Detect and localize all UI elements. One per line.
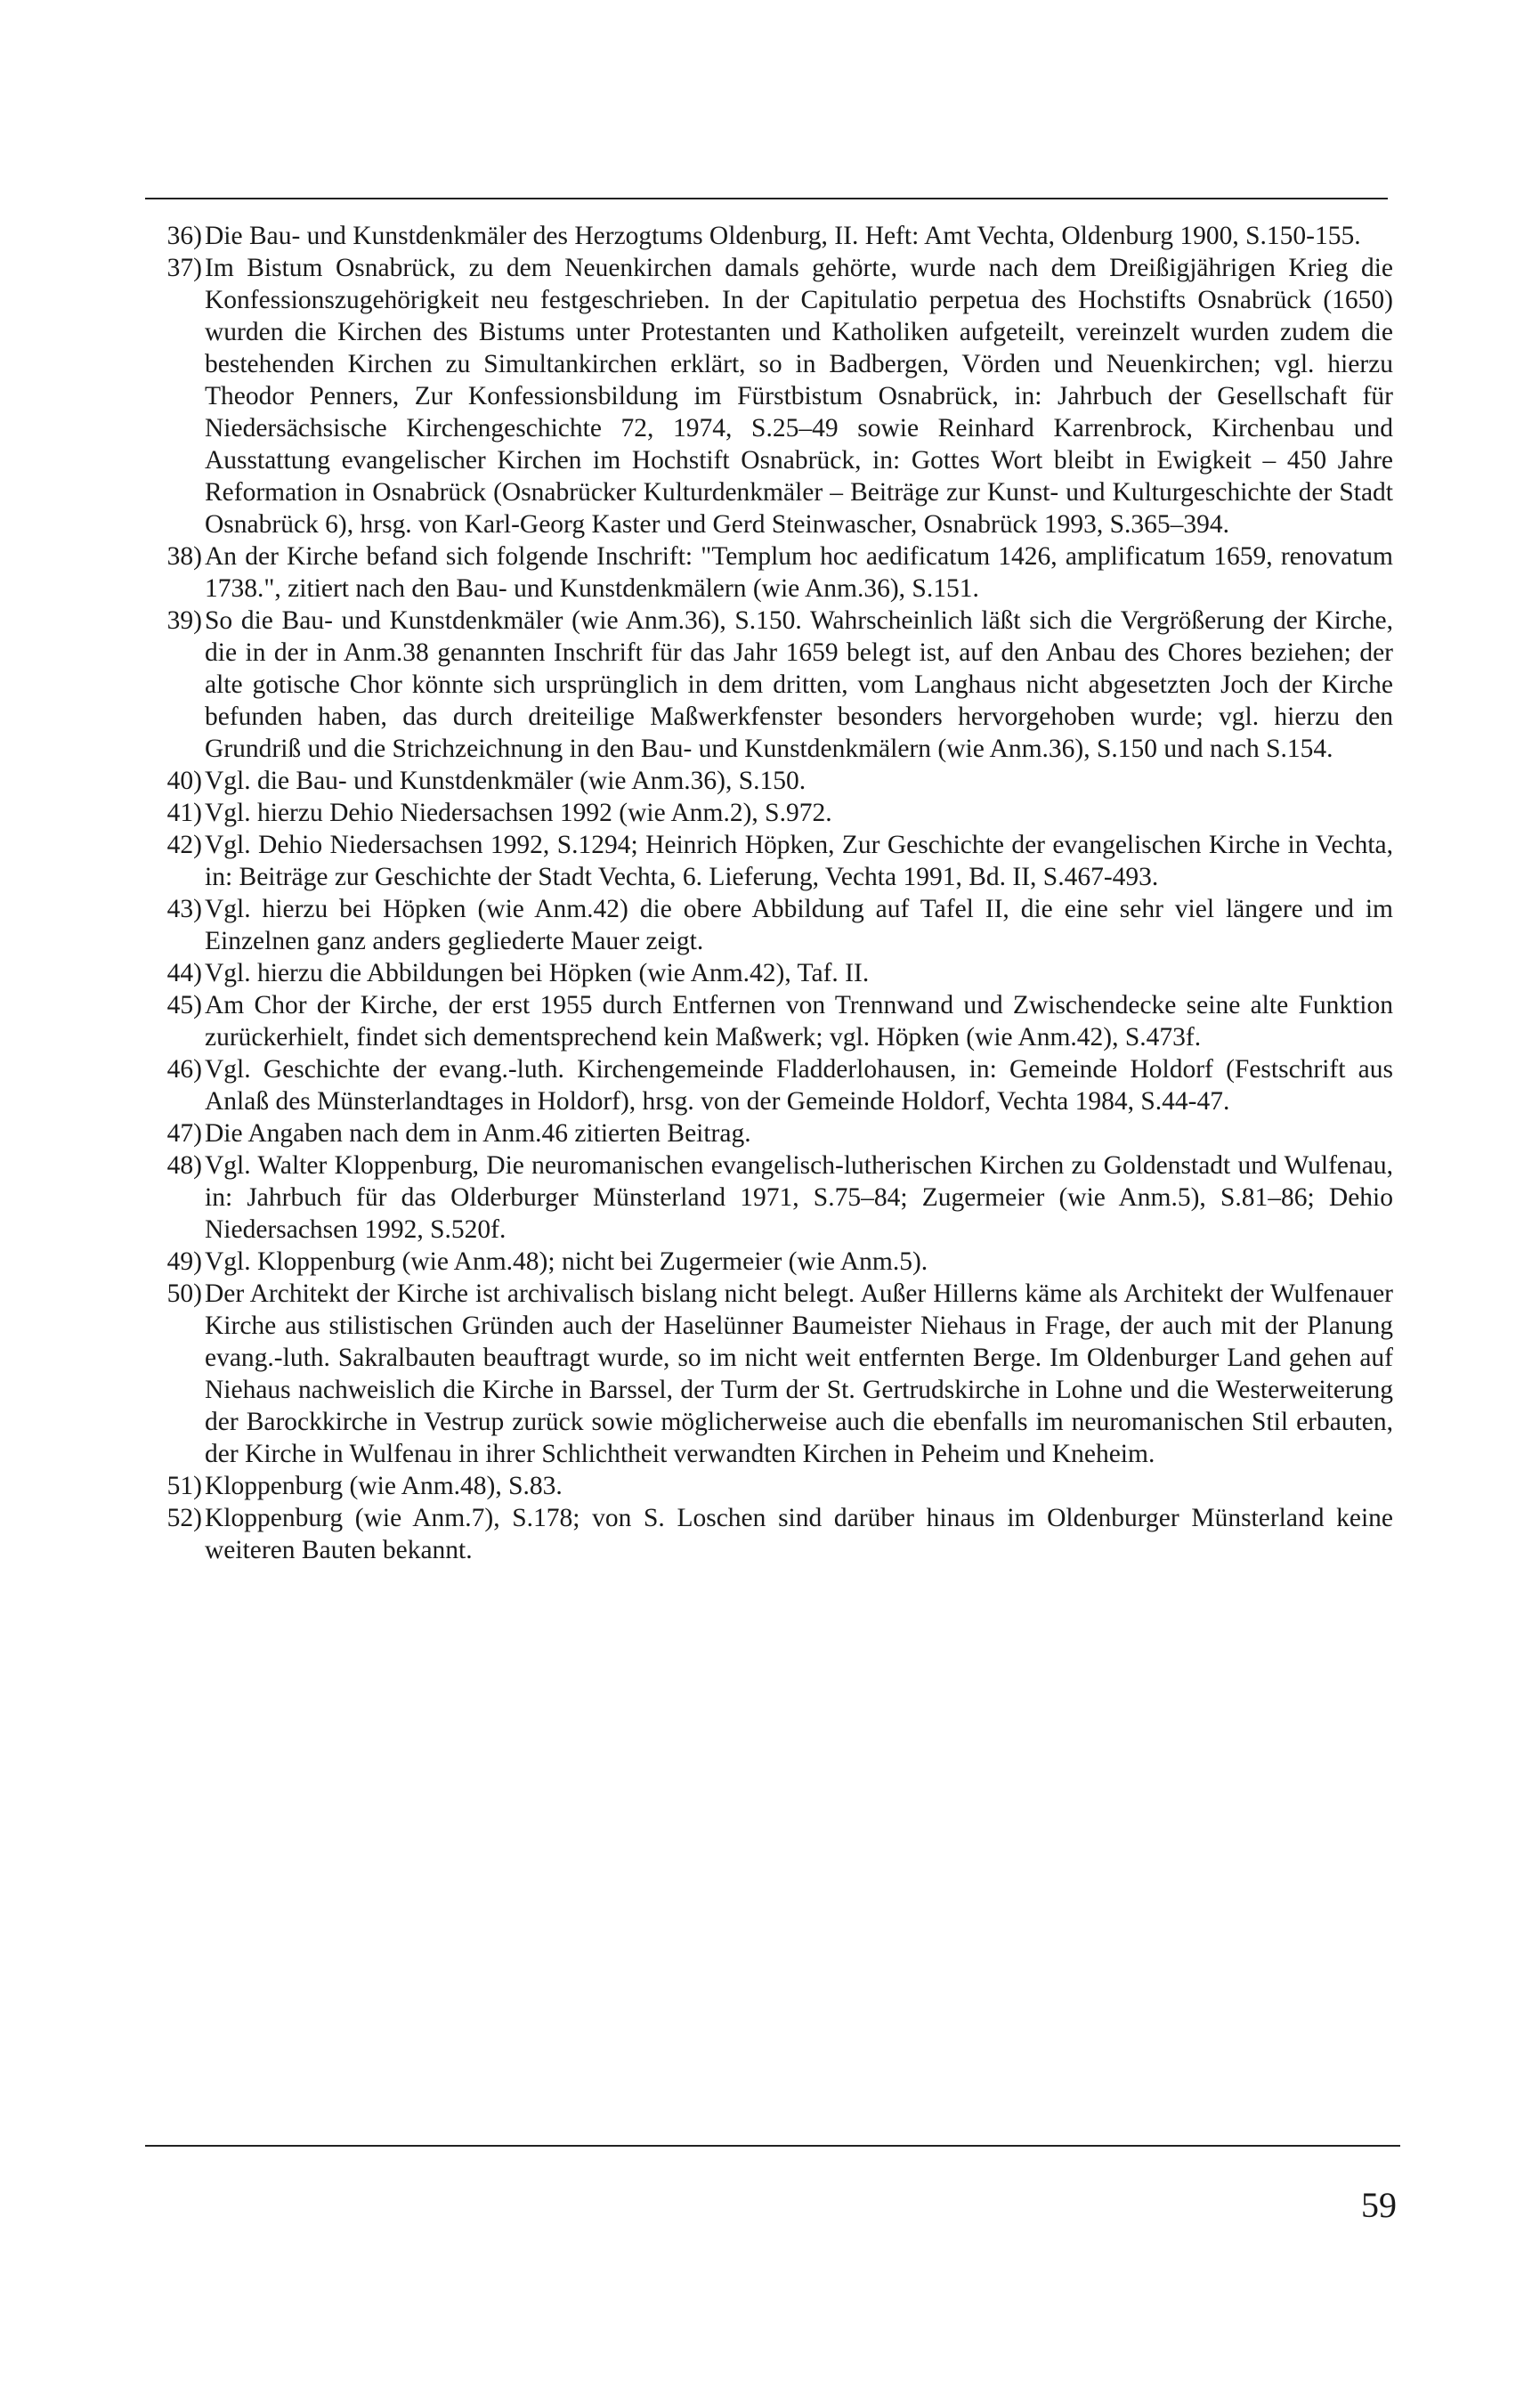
footnote-number: 37) <box>166 254 202 282</box>
footnote <box>129 1278 1393 1470</box>
footnote-number: 51) <box>166 1472 202 1500</box>
footnote-number: 42) <box>166 831 202 859</box>
page-number: 59 <box>1361 2185 1397 2225</box>
footnote-text: Vgl. hierzu Dehio Niedersachsen 1992 (wie Anm.2), S.972. <box>205 799 832 827</box>
footnote <box>129 540 1393 605</box>
footnote-text: Am Chor der Kirche, der erst 1955 durch Entfernen von Trennwand und Zwischendecke seine alte Funktion zurückerhielt, findet sich dementsprechend kein Maßwerk; vgl. Höpken (wie Anm.42), S.473f. <box>205 991 1393 1052</box>
footnote-text: Vgl. Geschichte der evang.-luth. Kirchengemeinde Fladderlohausen, in: Gemeinde Holdorf (Festschrift aus Anlaß des Münsterlandtages in Holdorf), hrsg. von der Gemeinde Holdorf, Vechta 1984, S.44-47. <box>205 1055 1393 1116</box>
footnote-text: Vgl. hierzu die Abbildungen bei Höpken (wie Anm.42), Taf. II. <box>205 959 870 987</box>
footnote <box>129 252 1393 540</box>
bottom-rule <box>145 2145 1400 2147</box>
footnote <box>129 1053 1393 1117</box>
footnote <box>129 893 1393 957</box>
footnote-text: So die Bau- und Kunstdenkmäler (wie Anm.36), S.150. Wahrscheinlich läßt sich die Vergrößerung der Kirche, die in der in Anm.38 genannten Inschrift für das Jahr 1659 belegt ist, auf den Anbau des Chores beziehen; der alte gotische Chor könnte sich ursprünglich in dem dritten, vom Langhaus nicht abgesetzten Joch der Kirche befunden haben, das durch dreiteilige Maßwerkfenster besonders hervorgehoben wurde; vgl. hierzu den Grundriß und die Strichzeichnung in den Bau- und Kunstdenkmälern (wie Anm.36), S.150 und nach S.154. <box>205 606 1393 763</box>
footnote-text: Die Angaben nach dem in Anm.46 zitierten Beitrag. <box>205 1119 751 1148</box>
footnote-number: 47) <box>166 1119 202 1148</box>
footnote-text: Vgl. Walter Kloppenburg, Die neuromanischen evangelisch-lutherischen Kirchen zu Goldenstadt und Wulfenau, in: Jahrbuch für das Olderburger Münsterland 1971, S.75–84; Zugermeier (wie Anm.5), S.81–86; Dehio Niedersachsen 1992, S.520f. <box>205 1151 1393 1244</box>
footnote-number: 50) <box>166 1279 202 1308</box>
footnote-number: 38) <box>166 542 202 571</box>
footnote <box>129 1117 1393 1149</box>
footnote-list <box>129 220 1393 1566</box>
footnote-number: 40) <box>166 767 202 795</box>
footnote <box>129 829 1393 893</box>
footnote-number: 41) <box>166 799 202 827</box>
footnote-number: 46) <box>166 1055 202 1084</box>
footnote-text: Die Bau- und Kunstdenkmäler des Herzogtums Oldenburg, II. Heft: Amt Vechta, Oldenburg 1900, S.150-155. <box>205 222 1361 250</box>
footnote <box>129 957 1393 989</box>
footnote-number: 43) <box>166 895 202 923</box>
footnote-number: 36) <box>166 222 202 250</box>
footnote-number: 49) <box>166 1247 202 1276</box>
footnote <box>129 765 1393 797</box>
footnote-text: Kloppenburg (wie Anm.48), S.83. <box>205 1472 563 1500</box>
footnote-text: Kloppenburg (wie Anm.7), S.178; von S. Loschen sind darüber hinaus im Oldenburger Münsterland keine weiteren Bauten bekannt. <box>205 1504 1393 1564</box>
footnote-number: 39) <box>166 606 202 635</box>
footnote-number: 44) <box>166 959 202 987</box>
footnote <box>129 1470 1393 1502</box>
footnote <box>129 1149 1393 1246</box>
footnote <box>129 605 1393 765</box>
footnote-text: Der Architekt der Kirche ist archivalisch bislang nicht belegt. Außer Hillerns käme als Architekt der Wulfenauer Kirche aus stilistischen Gründen auch der Haselünner Baumeister Niehaus in Frage, der auch mit der Planung evang.-luth. Sakralbauten beauftragt wurde, so im nicht weit entfernten Berge. Im Oldenburger Land gehen auf Niehaus nachweislich die Kirche in Barssel, der Turm der St. Gertrudskirche in Lohne und die Westerweiterung der Barockkirche in Vestrup zurück sowie möglicherweise auch die ebenfalls im neuromanischen Stil erbauten, der Kirche in Wulfenau in ihrer Schlichtheit verwandten Kirchen in Peheim und Kneheim. <box>205 1279 1393 1468</box>
footnote-number: 48) <box>166 1151 202 1180</box>
footnote-text: Vgl. Dehio Niedersachsen 1992, S.1294; Heinrich Höpken, Zur Geschichte der evangelischen Kirche in Vechta, in: Beiträge zur Geschichte der Stadt Vechta, 6. Lieferung, Vechta 1991, Bd. II, S.467-493. <box>205 831 1393 891</box>
footnote-text: An der Kirche befand sich folgende Inschrift: "Templum hoc aedificatum 1426, amplificatum 1659, renovatum 1738.", zitiert nach den Bau- und Kunstdenkmälern (wie Anm.36), S.151. <box>205 542 1393 603</box>
footnote <box>129 989 1393 1053</box>
footnote-number: 45) <box>166 991 202 1019</box>
footnote-text: Vgl. die Bau- und Kunstdenkmäler (wie Anm.36), S.150. <box>205 767 806 795</box>
footnote-text: Im Bistum Osnabrück, zu dem Neuenkirchen damals gehörte, wurde nach dem Dreißigjährigen Krieg die Konfessionszugehörigkeit neu festgeschrieben. In der Capitulatio perpetua des Hochstifts Osnabrück (1650) wurden die Kirchen des Bistums unter Protestanten und Katholiken aufgeteilt, vereinzelt wurden zudem die bestehenden Kirchen zu Simultankirchen erklärt, so in Badbergen, Vörden und Neuenkirchen; vgl. hierzu Theodor Penners, Zur Konfessionsbildung im Fürstbistum Osnabrück, in: Jahrbuch der Gesellschaft für Niedersächsische Kirchengeschichte 72, 1974, S.25–49 sowie Reinhard Karrenbrock, Kirchenbau und Ausstattung evangelischer Kirchen im Hochstift Osnabrück, in: Gottes Wort bleibt in Ewigkeit – 450 Jahre Reformation in Osnabrück (Osnabrücker Kulturdenkmäler – Beiträge zur Kunst- und Kulturgeschichte der Stadt Osnabrück 6), hrsg. von Karl-Georg Kaster und Gerd Steinwascher, Osnabrück 1993, S.365–394. <box>205 254 1393 539</box>
footnote <box>129 1246 1393 1278</box>
top-rule <box>145 198 1388 199</box>
footnote <box>129 1502 1393 1566</box>
footnote <box>129 797 1393 829</box>
footnote <box>129 220 1393 252</box>
footnote-text: Vgl. hierzu bei Höpken (wie Anm.42) die obere Abbildung auf Tafel II, die eine sehr viel längere und im Einzelnen ganz anders gegliederte Mauer zeigt. <box>205 895 1393 955</box>
footnote-text: Vgl. Kloppenburg (wie Anm.48); nicht bei Zugermeier (wie Anm.5). <box>205 1247 928 1276</box>
footnote-number: 52) <box>166 1504 202 1532</box>
